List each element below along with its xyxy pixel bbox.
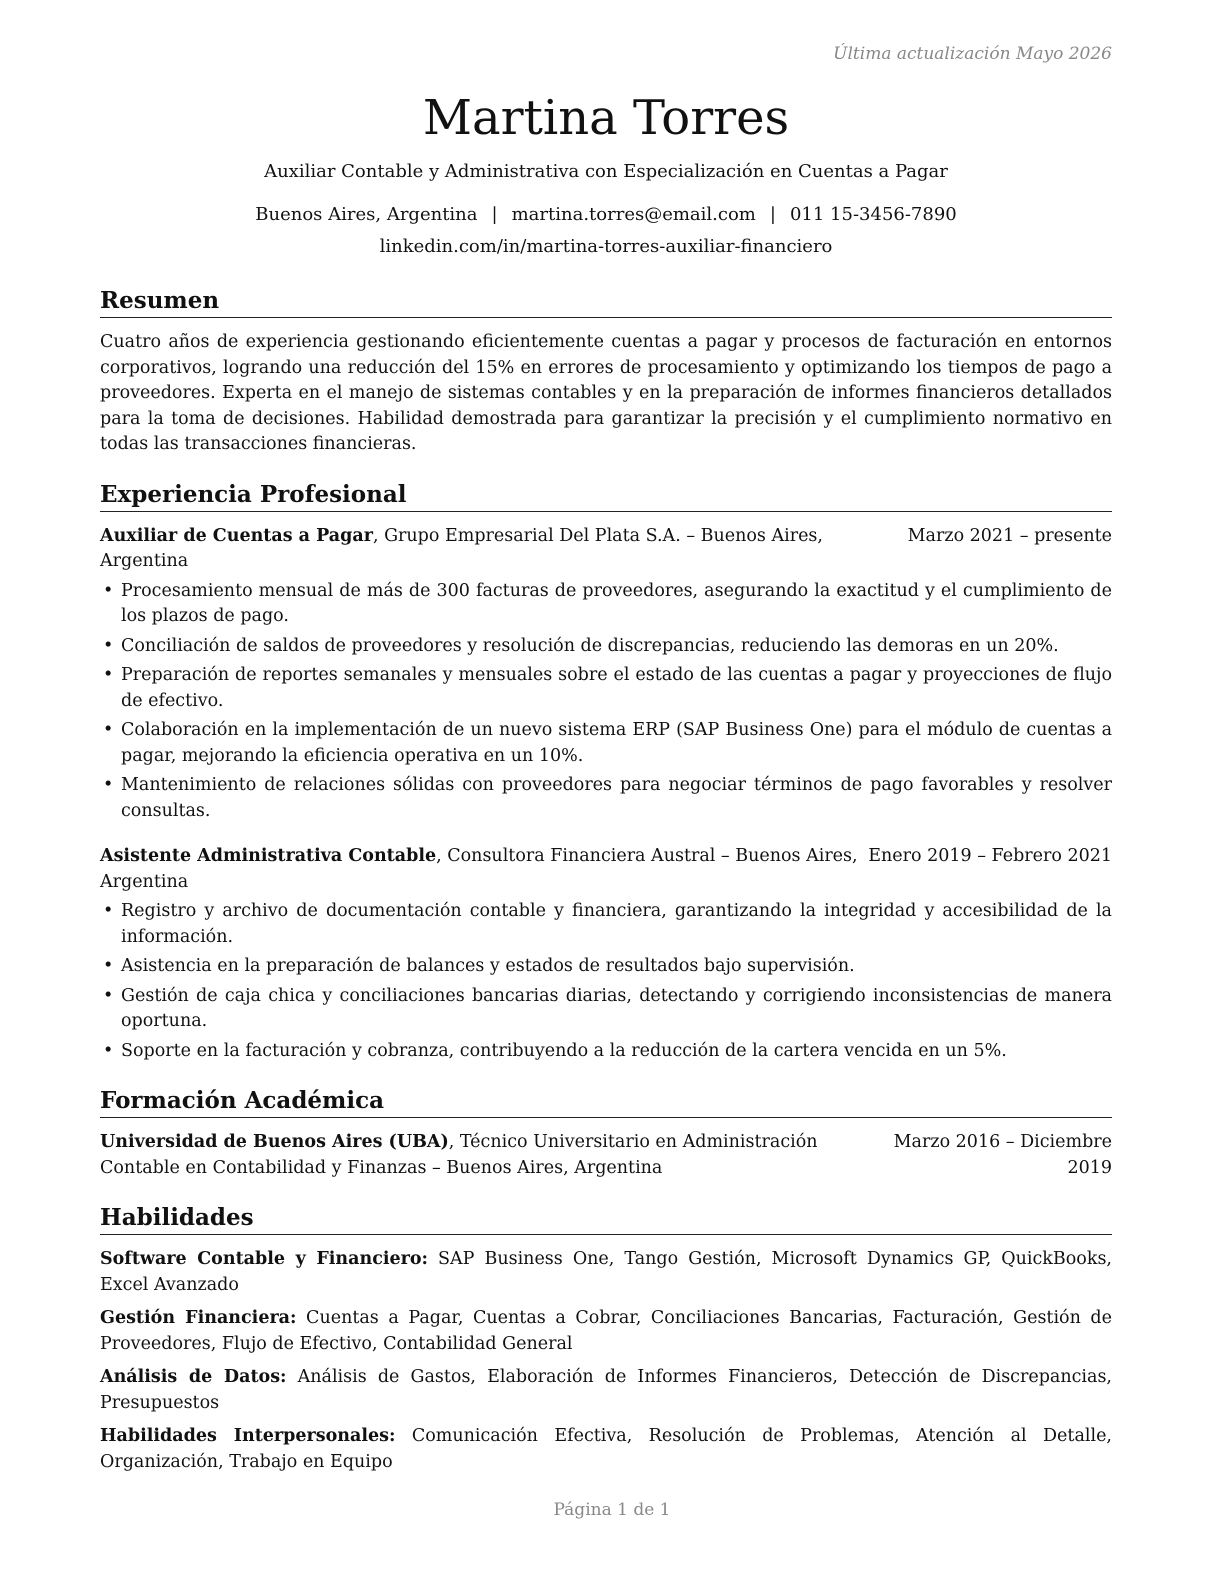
skill-label: Software Contable y Financiero: xyxy=(100,1249,428,1269)
education-dates: Marzo 2016 – Diciembre 2019 xyxy=(893,1132,1112,1178)
education-entry xyxy=(100,1130,1112,1181)
list-item: • Colaboración en la implementación de un nuevo sistema ERP (SAP Business One) para el módulo de cuentas a pagar, mejorando la eficiencia operativa en un 10%. xyxy=(100,718,1112,769)
skill-row xyxy=(100,1365,1112,1416)
skill-label: Gestión Financiera: xyxy=(100,1308,297,1328)
list-item: • Registro y archivo de documentación contable y financiera, garantizando la integridad y accesibilidad de la información. xyxy=(100,899,1112,950)
job-dates: Enero 2019 – Febrero 2021 xyxy=(868,846,1112,866)
location: Buenos Aires, Argentina xyxy=(255,204,478,225)
list-item: • Conciliación de saldos de proveedores y resolución de discrepancias, reduciendo las demoras en un 20%. xyxy=(100,634,1112,660)
phone: 011 15-3456-7890 xyxy=(789,204,957,225)
linkedin-link[interactable]: linkedin.com/in/martina-torres-auxiliar-financiero xyxy=(379,236,833,257)
job-title-line xyxy=(100,524,898,575)
education-line xyxy=(100,1130,870,1181)
skill-row xyxy=(100,1247,1112,1298)
section-title-summary: Resumen xyxy=(100,286,1112,318)
job-header xyxy=(100,524,1112,575)
skill-row xyxy=(100,1306,1112,1357)
institution: Universidad de Buenos Aires (UBA) xyxy=(100,1132,449,1152)
page-number: Página 1 de 1 xyxy=(553,1500,671,1520)
skill-label: Análisis de Datos: xyxy=(100,1367,287,1387)
skill-value: Comunicación Efectiva, Resolución de Problemas, Atención al Detalle, Organización, Trabajo en Equipo xyxy=(100,1426,1112,1472)
resume-page xyxy=(100,0,1112,1475)
list-item: • Gestión de caja chica y conciliaciones bancarias diarias, detectando y corrigiendo inconsistencias de manera oportuna. xyxy=(100,984,1112,1035)
skill-value: SAP Business One, Tango Gestión, Microsoft Dynamics GP, QuickBooks, Excel Avanzado xyxy=(100,1249,1112,1295)
degree: , Técnico Universitario en Administración Contable en Contabilidad y Finanzas – Buenos Aires, Argentina xyxy=(100,1132,818,1178)
list-item: • Soporte en la facturación y cobranza, contribuyendo a la reducción de la cartera vencida en un 5%. xyxy=(100,1039,1112,1065)
email-link[interactable]: martina.torres@email.com xyxy=(511,204,756,225)
job-company: , Consultora Financiera Austral – Buenos Aires, Argentina xyxy=(100,846,858,892)
skill-row xyxy=(100,1424,1112,1475)
list-item: • Asistencia en la preparación de balances y estados de resultados bajo supervisión. xyxy=(100,954,1112,980)
list-item: • Mantenimiento de relaciones sólidas con proveedores para negociar términos de pago favorables y resolver consultas. xyxy=(100,773,1112,824)
job-bullets xyxy=(100,899,1112,1064)
candidate-name: Martina Torres xyxy=(422,90,790,146)
separator: | xyxy=(769,204,776,225)
headline: Auxiliar Contable y Administrativa con Especialización en Cuentas a Pagar xyxy=(264,161,948,182)
last-updated: Última actualización Mayo 2026 xyxy=(833,44,1112,64)
job-dates: Marzo 2021 – presente xyxy=(907,525,1112,546)
section-title-education: Formación Académica xyxy=(100,1086,1112,1118)
section-title-experience: Experiencia Profesional xyxy=(100,480,1112,512)
separator: | xyxy=(491,204,498,225)
skill-label: Habilidades Interpersonales: xyxy=(100,1426,396,1446)
job-header xyxy=(100,844,1112,895)
skill-value: Análisis de Gastos, Elaboración de Informes Financieros, Detección de Discrepancias, Presupuestos xyxy=(100,1367,1112,1413)
list-item: • Procesamiento mensual de más de 300 facturas de proveedores, asegurando la exactitud y el cumplimiento de los plazos de pago. xyxy=(100,579,1112,630)
list-item: • Preparación de reportes semanales y mensuales sobre el estado de las cuentas a pagar y proyecciones de flujo de efectivo. xyxy=(100,663,1112,714)
job-title-line xyxy=(100,844,858,895)
section-title-skills: Habilidades xyxy=(100,1203,1112,1235)
job-role: Auxiliar de Cuentas a Pagar xyxy=(100,525,373,546)
job-role: Asistente Administrativa Contable xyxy=(100,846,437,866)
job-bullets xyxy=(100,579,1112,825)
summary-text: Cuatro años de experiencia gestionando eficientemente cuentas a pagar y procesos de facturación en entornos corporativos, logrando una reducción del 15% en errores de procesamiento y optimizando los tiempos de pago a proveedores. Experta en el manejo de sistemas contables y en la preparación de informes financieros detallados para la toma de decisiones. Habilidad demostrada para garantizar la precisión y el cumplimiento normativo en todas las transacciones financieras. xyxy=(100,332,1112,454)
contact-line xyxy=(100,202,1112,228)
job-company: , Grupo Empresarial Del Plata S.A. – Buenos Aires, Argentina xyxy=(100,525,823,571)
skill-value: Cuentas a Pagar, Cuentas a Cobrar, Conciliaciones Bancarias, Facturación, Gestión de Proveedores, Flujo de Efectivo, Contabilidad General xyxy=(100,1308,1112,1354)
